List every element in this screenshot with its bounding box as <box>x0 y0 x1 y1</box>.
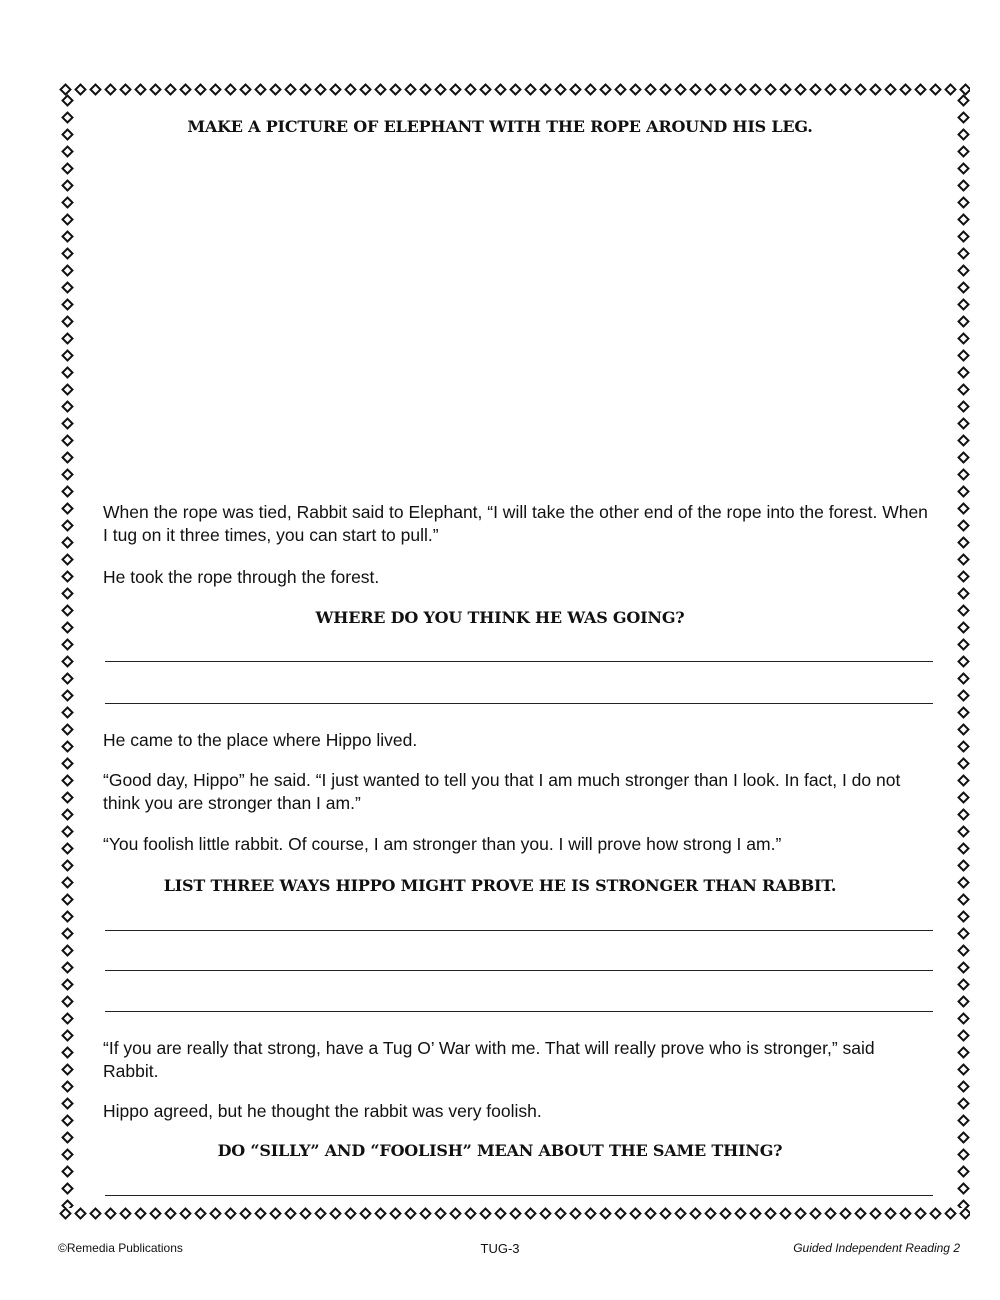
diamond-ornament <box>824 83 837 96</box>
diamond-ornament <box>824 1207 837 1220</box>
diamond-ornament <box>644 1207 657 1220</box>
decorative-border-top <box>58 80 970 98</box>
diamond-ornament <box>957 485 970 498</box>
diamond-ornament <box>957 366 970 379</box>
diamond-ornament <box>957 434 970 447</box>
diamond-ornament <box>644 83 657 96</box>
diamond-ornament <box>957 1046 970 1059</box>
diamond-ornament <box>569 1207 582 1220</box>
diamond-ornament <box>404 83 417 96</box>
answer-line[interactable] <box>105 1011 933 1012</box>
diamond-ornament <box>957 1165 970 1178</box>
diamond-ornament <box>957 638 970 651</box>
diamond-ornament <box>957 740 970 753</box>
diamond-ornament <box>957 978 970 991</box>
diamond-ornament <box>284 83 297 96</box>
diamond-ornament <box>957 264 970 277</box>
diamond-ornament <box>957 910 970 923</box>
diamond-ornament <box>494 83 507 96</box>
diamond-ornament <box>239 1207 252 1220</box>
diamond-ornament <box>839 83 852 96</box>
diamond-ornament <box>61 774 74 787</box>
diamond-ornament <box>329 83 342 96</box>
diamond-ornament <box>149 1207 162 1220</box>
story-paragraph: When the rope was tied, Rabbit said to Elephant, “I will take the other end of the rope into the forest. When I tug on it three times, you can start to pull.” <box>103 502 928 545</box>
diamond-ornament <box>957 417 970 430</box>
diamond-ornament <box>957 672 970 685</box>
diamond-ornament <box>689 1207 702 1220</box>
publisher-credit: ©Remedia Publications <box>58 1241 183 1255</box>
diamond-ornament <box>61 1182 74 1195</box>
diamond-ornament <box>957 706 970 719</box>
diamond-ornament <box>957 349 970 362</box>
question-heading: LIST THREE WAYS HIPPO MIGHT PROVE HE IS STRONGER THAN RABBIT. <box>163 876 837 895</box>
diamond-ornament <box>884 83 897 96</box>
diamond-ornament <box>599 83 612 96</box>
diamond-ornament <box>389 1207 402 1220</box>
diamond-ornament <box>957 757 970 770</box>
diamond-ornament <box>539 83 552 96</box>
diamond-ornament <box>61 995 74 1008</box>
diamond-ornament <box>957 502 970 515</box>
diamond-ornament <box>61 485 74 498</box>
diamond-ornament <box>554 83 567 96</box>
picture-prompt-heading: MAKE A PICTURE OF ELEPHANT WITH THE ROPE AROUND HIS LEG. <box>187 117 813 136</box>
diamond-ornament <box>61 1012 74 1025</box>
series-title: Guided Independent Reading 2 <box>793 1241 960 1255</box>
diamond-ornament <box>944 1207 957 1220</box>
diamond-ornament <box>599 1207 612 1220</box>
diamond-ornament <box>61 1114 74 1127</box>
diamond-ornament <box>957 1012 970 1025</box>
diamond-ornament <box>254 1207 267 1220</box>
diamond-ornament <box>61 298 74 311</box>
diamond-ornament <box>957 519 970 532</box>
diamond-ornament <box>554 1207 567 1220</box>
diamond-ornament <box>479 83 492 96</box>
diamond-ornament <box>957 145 970 158</box>
diamond-ornament <box>61 230 74 243</box>
diamond-ornament <box>314 1207 327 1220</box>
diamond-ornament <box>374 1207 387 1220</box>
diamond-ornament <box>61 842 74 855</box>
diamond-ornament <box>61 706 74 719</box>
diamond-ornament <box>374 83 387 96</box>
diamond-ornament <box>957 961 970 974</box>
diamond-ornament <box>179 1207 192 1220</box>
diamond-ornament <box>884 1207 897 1220</box>
diamond-ornament <box>61 808 74 821</box>
diamond-ornament <box>61 264 74 277</box>
diamond-ornament <box>209 1207 222 1220</box>
diamond-ornament <box>389 83 402 96</box>
story-paragraph: He took the rope through the forest. <box>103 567 380 587</box>
diamond-ornament <box>464 1207 477 1220</box>
diamond-ornament <box>61 689 74 702</box>
diamond-ornament <box>749 83 762 96</box>
diamond-ornament <box>61 978 74 991</box>
diamond-ornament <box>957 655 970 668</box>
diamond-ornament <box>957 995 970 1008</box>
diamond-ornament <box>957 791 970 804</box>
diamond-ornament <box>61 655 74 668</box>
diamond-ornament <box>104 83 117 96</box>
diamond-ornament <box>179 83 192 96</box>
diamond-ornament <box>224 1207 237 1220</box>
diamond-ornament <box>419 83 432 96</box>
diamond-ornament <box>734 83 747 96</box>
diamond-ornament <box>674 83 687 96</box>
diamond-ornament <box>61 162 74 175</box>
diamond-ornament <box>957 1114 970 1127</box>
diamond-ornament <box>957 1080 970 1093</box>
diamond-ornament <box>61 825 74 838</box>
diamond-ornament <box>61 791 74 804</box>
diamond-ornament <box>149 83 162 96</box>
diamond-ornament <box>59 1207 72 1220</box>
diamond-ornament <box>89 1207 102 1220</box>
question-heading: DO “SILLY” AND “FOOLISH” MEAN ABOUT THE SAME THING? <box>217 1141 783 1160</box>
diamond-ornament <box>957 1097 970 1110</box>
diamond-ornament <box>957 570 970 583</box>
diamond-ornament <box>89 83 102 96</box>
diamond-ornament <box>539 1207 552 1220</box>
diamond-ornament <box>704 1207 717 1220</box>
diamond-ornament <box>61 1046 74 1059</box>
diamond-ornament <box>674 1207 687 1220</box>
diamond-ornament <box>957 842 970 855</box>
answer-line[interactable] <box>105 930 933 931</box>
diamond-ornament <box>61 859 74 872</box>
diamond-ornament <box>957 1063 970 1076</box>
diamond-ornament <box>61 400 74 413</box>
diamond-ornament <box>957 1182 970 1195</box>
diamond-ornament <box>61 1080 74 1093</box>
diamond-ornament <box>61 910 74 923</box>
diamond-ornament <box>794 83 807 96</box>
decorative-border-left <box>58 92 76 1208</box>
diamond-ornament <box>957 1199 970 1208</box>
diamond-ornament <box>659 83 672 96</box>
diamond-ornament <box>779 83 792 96</box>
diamond-ornament <box>61 944 74 957</box>
diamond-ornament <box>61 638 74 651</box>
diamond-ornament <box>869 1207 882 1220</box>
diamond-ornament <box>809 1207 822 1220</box>
diamond-ornament <box>957 230 970 243</box>
diamond-ornament <box>494 1207 507 1220</box>
diamond-ornament <box>359 83 372 96</box>
diamond-ornament <box>299 1207 312 1220</box>
diamond-ornament <box>957 808 970 821</box>
diamond-ornament <box>209 83 222 96</box>
decorative-border-bottom <box>58 1204 970 1222</box>
diamond-ornament <box>61 502 74 515</box>
diamond-ornament <box>61 740 74 753</box>
diamond-ornament <box>704 83 717 96</box>
diamond-ornament <box>749 1207 762 1220</box>
diamond-ornament <box>839 1207 852 1220</box>
diamond-ornament <box>239 83 252 96</box>
diamond-ornament <box>957 332 970 345</box>
diamond-ornament <box>269 1207 282 1220</box>
diamond-ornament <box>957 247 970 260</box>
diamond-ornament <box>61 366 74 379</box>
diamond-ornament <box>524 83 537 96</box>
diamond-ornament <box>61 434 74 447</box>
diamond-ornament <box>957 451 970 464</box>
diamond-ornament <box>719 83 732 96</box>
diamond-ornament <box>509 1207 522 1220</box>
diamond-ornament <box>854 1207 867 1220</box>
diamond-ornament <box>61 349 74 362</box>
diamond-ornament <box>61 757 74 770</box>
answer-line[interactable] <box>105 661 933 662</box>
diamond-ornament <box>957 825 970 838</box>
diamond-ornament <box>809 83 822 96</box>
diamond-ornament <box>61 893 74 906</box>
story-paragraph: Hippo agreed, but he thought the rabbit was very foolish. <box>103 1101 542 1121</box>
diamond-ornament <box>629 1207 642 1220</box>
diamond-ornament <box>957 927 970 940</box>
diamond-ornament <box>61 1029 74 1042</box>
diamond-ornament <box>119 83 132 96</box>
diamond-ornament <box>614 1207 627 1220</box>
diamond-ornament <box>659 1207 672 1220</box>
diamond-ornament <box>224 83 237 96</box>
diamond-ornament <box>957 587 970 600</box>
diamond-ornament <box>929 83 942 96</box>
diamond-ornament <box>957 162 970 175</box>
diamond-ornament <box>689 83 702 96</box>
diamond-ornament <box>61 196 74 209</box>
story-paragraph: “Good day, Hippo” he said. “I just wanted to tell you that I am much stronger than I look. In fact, I do not think you are stronger than I am.” <box>103 770 901 813</box>
diamond-ornament <box>957 859 970 872</box>
diamond-ornament <box>957 536 970 549</box>
diamond-ornament <box>61 519 74 532</box>
diamond-ornament <box>254 83 267 96</box>
diamond-ornament <box>61 961 74 974</box>
diamond-ornament <box>194 83 207 96</box>
diamond-ornament <box>404 1207 417 1220</box>
diamond-ornament <box>314 83 327 96</box>
diamond-ornament <box>61 1165 74 1178</box>
story-paragraph: “If you are really that strong, have a Tug O’ War with me. That will really prove who is stronger,” said Rabbit. <box>103 1038 875 1081</box>
diamond-ornament <box>284 1207 297 1220</box>
diamond-ornament <box>959 1207 970 1220</box>
answer-line[interactable] <box>105 703 933 704</box>
diamond-ornament <box>957 196 970 209</box>
diamond-ornament <box>61 145 74 158</box>
diamond-ornament <box>957 944 970 957</box>
diamond-ornament <box>119 1207 132 1220</box>
diamond-ornament <box>779 1207 792 1220</box>
diamond-ornament <box>61 1063 74 1076</box>
diamond-ornament <box>61 587 74 600</box>
diamond-ornament <box>899 1207 912 1220</box>
diamond-ornament <box>164 1207 177 1220</box>
diamond-ornament <box>569 83 582 96</box>
diamond-ornament <box>957 468 970 481</box>
diamond-ornament <box>957 315 970 328</box>
diamond-ornament <box>61 383 74 396</box>
diamond-ornament <box>957 689 970 702</box>
diamond-ornament <box>764 83 777 96</box>
drawing-area[interactable] <box>103 150 933 490</box>
story-paragraph: “You foolish little rabbit. Of course, I am stronger than you. I will prove how strong I am.” <box>103 834 782 854</box>
diamond-ornament <box>957 281 970 294</box>
diamond-ornament <box>764 1207 777 1220</box>
diamond-ornament <box>584 83 597 96</box>
diamond-ornament <box>957 1029 970 1042</box>
diamond-ornament <box>434 1207 447 1220</box>
diamond-ornament <box>629 83 642 96</box>
diamond-ornament <box>344 1207 357 1220</box>
diamond-ornament <box>61 553 74 566</box>
diamond-ornament <box>61 468 74 481</box>
diamond-ornament <box>899 83 912 96</box>
diamond-ornament <box>957 723 970 736</box>
diamond-ornament <box>74 83 87 96</box>
answer-line[interactable] <box>105 1195 933 1196</box>
diamond-ornament <box>957 383 970 396</box>
story-paragraph: He came to the place where Hippo lived. <box>103 730 418 750</box>
diamond-ornament <box>524 1207 537 1220</box>
diamond-ornament <box>61 417 74 430</box>
question-heading: WHERE DO YOU THINK HE WAS GOING? <box>315 608 685 627</box>
diamond-ornament <box>869 83 882 96</box>
diamond-ornament <box>957 94 970 107</box>
diamond-ornament <box>299 83 312 96</box>
diamond-ornament <box>61 315 74 328</box>
diamond-ornament <box>509 83 522 96</box>
diamond-ornament <box>134 83 147 96</box>
diamond-ornament <box>957 213 970 226</box>
diamond-ornament <box>61 536 74 549</box>
diamond-ornament <box>104 1207 117 1220</box>
diamond-ornament <box>61 1199 74 1208</box>
diamond-ornament <box>584 1207 597 1220</box>
diamond-ornament <box>344 83 357 96</box>
diamond-ornament <box>957 298 970 311</box>
diamond-ornament <box>61 332 74 345</box>
diamond-ornament <box>74 1207 87 1220</box>
diamond-ornament <box>794 1207 807 1220</box>
diamond-ornament <box>61 451 74 464</box>
diamond-ornament <box>479 1207 492 1220</box>
diamond-ornament <box>449 1207 462 1220</box>
diamond-ornament <box>734 1207 747 1220</box>
diamond-ornament <box>957 774 970 787</box>
diamond-ornament <box>61 94 74 107</box>
diamond-ornament <box>719 1207 732 1220</box>
diamond-ornament <box>929 1207 942 1220</box>
diamond-ornament <box>957 400 970 413</box>
diamond-ornament <box>269 83 282 96</box>
diamond-ornament <box>61 672 74 685</box>
diamond-ornament <box>61 179 74 192</box>
answer-line[interactable] <box>105 970 933 971</box>
diamond-ornament <box>61 570 74 583</box>
page-code: TUG-3 <box>480 1241 520 1256</box>
diamond-ornament <box>61 247 74 260</box>
diamond-ornament <box>164 83 177 96</box>
diamond-ornament <box>134 1207 147 1220</box>
decorative-border-right <box>954 92 972 1208</box>
diamond-ornament <box>449 83 462 96</box>
diamond-ornament <box>419 1207 432 1220</box>
diamond-ornament <box>61 213 74 226</box>
diamond-ornament <box>61 927 74 940</box>
diamond-ornament <box>194 1207 207 1220</box>
diamond-ornament <box>61 281 74 294</box>
diamond-ornament <box>957 893 970 906</box>
diamond-ornament <box>914 83 927 96</box>
diamond-ornament <box>957 179 970 192</box>
diamond-ornament <box>61 1097 74 1110</box>
diamond-ornament <box>61 723 74 736</box>
diamond-ornament <box>614 83 627 96</box>
diamond-ornament <box>957 553 970 566</box>
diamond-ornament <box>914 1207 927 1220</box>
diamond-ornament <box>329 1207 342 1220</box>
diamond-ornament <box>359 1207 372 1220</box>
diamond-ornament <box>464 83 477 96</box>
diamond-ornament <box>854 83 867 96</box>
diamond-ornament <box>434 83 447 96</box>
